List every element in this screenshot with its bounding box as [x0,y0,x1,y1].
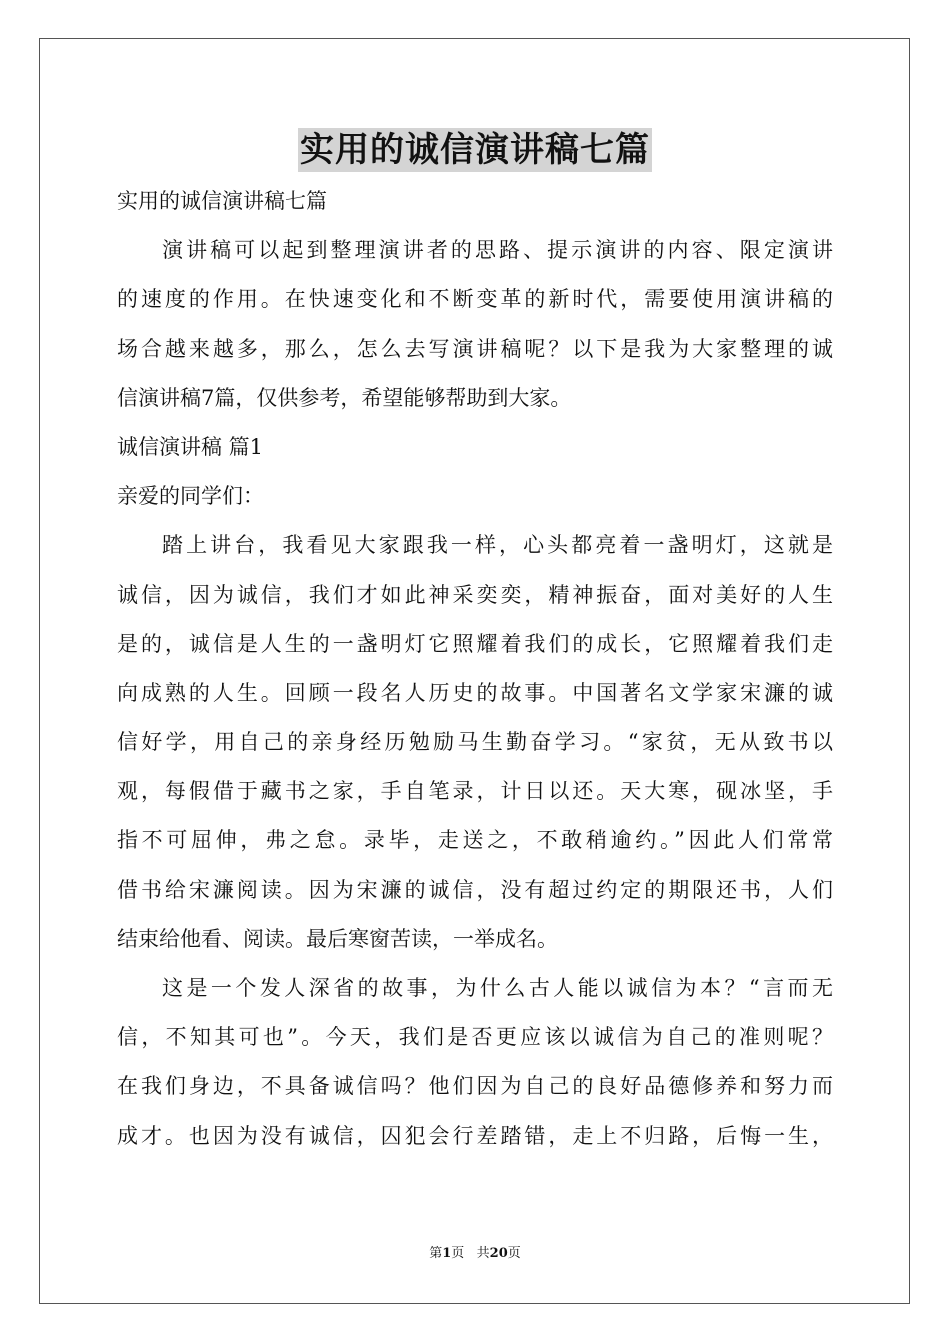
footer-prefix: 第 [429,1246,443,1261]
paragraph-4-line-0: 这是一个发人深省的故事，为什么古人能以诚信为本？“言而无 [162,976,833,1000]
paragraph-3-line-6: 指不可屈伸，弗之怠。录毕，走送之，不敢稍逾约。”因此人们常常 [117,828,833,853]
title-wrap [0,128,950,172]
paragraph-3-line-7: 借书给宋濂阅读。因为宋濂的诚信，没有超过约定的期限还书，人们 [117,877,833,902]
page-footer [0,1245,950,1263]
footer-page-number: 1 [442,1246,452,1261]
document-subtitle: 实用的诚信演讲稿七篇 [117,189,327,213]
paragraph-4-line-3: 成才。也因为没有诚信，囚犯会行差踏错，走上不归路，后悔一生， [117,1123,833,1148]
paragraph-1-line-0: 诚信演讲稿 篇1 [117,434,264,459]
document-title: 实用的诚信演讲稿七篇 [300,130,650,170]
paragraph-3-line-2: 是的，诚信是人生的一盏明灯它照耀着我们的成长，它照耀着我们走 [117,631,833,656]
paragraph-3-line-1: 诚信，因为诚信，我们才如此神采奕奕，精神振奋，面对美好的人生 [117,582,833,607]
paragraph-4-line-1: 信，不知其可也”。今天，我们是否更应该以诚信为自己的准则呢？ [117,1025,833,1050]
paragraph-3-line-8: 结束给他看、阅读。最后寒窗苦读，一举成名。 [117,926,558,951]
paragraph-2-line-0: 亲爱的同学们： [117,484,264,509]
paragraph-3-line-0: 踏上讲台，我看见大家跟我一样，心头都亮着一盏明灯，这就是 [162,533,833,558]
paragraph-3-line-5: 观，每假借于藏书之家，手自笔录，计日以还。天大寒，砚冰坚，手 [117,779,833,804]
footer-total-pages: 20 [489,1246,508,1261]
paragraph-0-line-2: 场合越来越多，那么，怎么去写演讲稿呢？以下是我为大家整理的诚 [117,336,833,361]
footer-suffix: 页 [507,1246,521,1261]
paragraph-0-line-0: 演讲稿可以起到整理演讲者的思路、提示演讲的内容、限定演讲 [162,238,833,263]
paragraph-list [117,226,833,1161]
document-body [117,177,833,1161]
paragraph-3-line-3: 向成熟的人生。回顾一段名人历史的故事。中国著名文学家宋濂的诚 [117,680,833,705]
paragraph-3-line-4: 信好学，用自己的亲身经历勉励马生勤奋学习。“家贫，无从致书以 [117,730,833,755]
paragraph-0-line-3: 信演讲稿7篇，仅供参考，希望能够帮助到大家。 [117,385,572,410]
footer-mid: 页 共 [451,1246,490,1261]
paragraph-4-line-2: 在我们身边，不具备诚信吗？他们因为自己的良好品德修养和努力而 [117,1074,833,1099]
paragraph-0-line-1: 的速度的作用。在快速变化和不断变革的新时代，需要使用演讲稿的 [117,287,833,312]
